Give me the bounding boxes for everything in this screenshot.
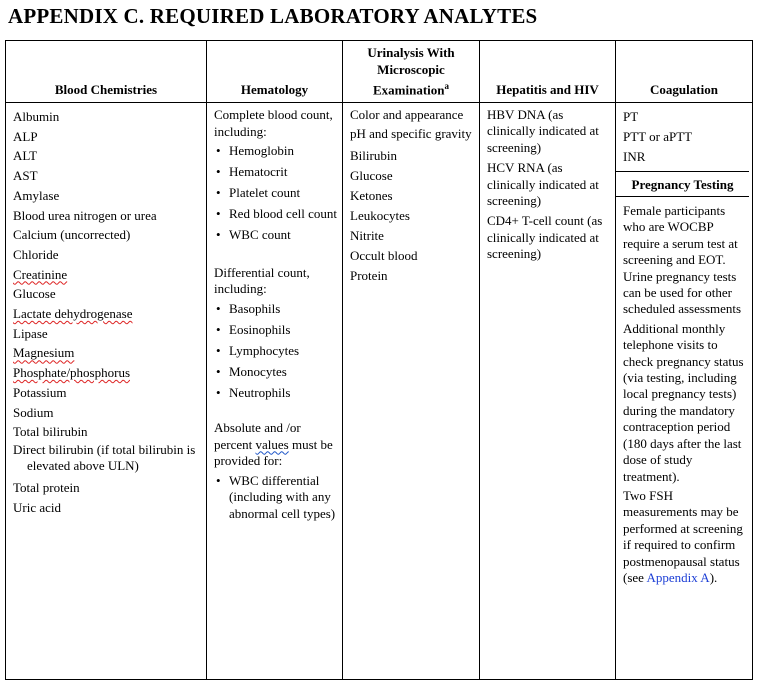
analyte-item: Calcium (uncorrected) — [13, 227, 131, 243]
analyte-item: Albumin — [13, 109, 60, 124]
header-urinalysis — [343, 41, 480, 103]
pregnancy-paragraph — [623, 488, 748, 586]
hepatitis-item: HCV RNA (as clinically indicated at screening) — [487, 160, 599, 209]
hematology-item: • Platelet count — [214, 185, 338, 202]
coagulation-item: INR — [623, 149, 646, 164]
analyte-item: AST — [13, 168, 38, 184]
analyte-item: Total protein — [13, 479, 80, 495]
pregnancy-paragraph-end: ). — [709, 569, 718, 585]
analyte-item: Total bilirubin — [13, 424, 88, 440]
hematology-item: • Red blood cell count — [214, 206, 338, 223]
header-urinalysis-line: Microscopic — [377, 61, 445, 77]
header-hepatitis-hiv: Hepatitis and HIV — [480, 41, 616, 103]
analyte-item: Magnesium — [13, 345, 75, 361]
hematology-item: • WBC count — [214, 227, 338, 244]
absolute-list — [214, 473, 338, 523]
hematology-intro: Complete blood count, including: — [214, 107, 333, 139]
cbc-list — [214, 143, 338, 244]
coagulation-column — [616, 103, 753, 680]
pregnancy-paragraph-text: Two FSH measurements may be performed at screening if required to confirm postmenopausal status (see — [623, 487, 743, 585]
hematology-item: • Monocytes — [214, 364, 338, 381]
analyte-item: Phosphate/phosphorus — [13, 365, 130, 381]
analyte-item: Blood urea nitrogen or urea — [13, 207, 157, 223]
hematology-item: • Hematocrit — [214, 164, 338, 181]
urinalysis-item: Occult blood — [350, 247, 418, 263]
analyte-item: Chloride — [13, 246, 59, 262]
appendix-a-link[interactable]: Appendix A — [646, 569, 710, 585]
analyte-item: Sodium — [13, 404, 54, 420]
urinalysis-item: Nitrite — [350, 227, 384, 243]
pregnancy-paragraph: Additional monthly telephone visits to check pregnancy status (via testing, including local pregnancy tests) during the mandatory contraception period (180 days after the last dose of study treatment). — [623, 320, 744, 484]
hematology-column — [207, 103, 343, 680]
hematology-item: • WBC differential (including with any abnormal cell types) — [214, 473, 338, 523]
hematology-item: • Basophils — [214, 301, 338, 318]
header-urinalysis-line — [345, 78, 477, 98]
urinalysis-item: Bilirubin — [350, 147, 397, 163]
analyte-item: Potassium — [13, 384, 67, 400]
analyte-item: ALT — [13, 148, 38, 164]
analyte-item: Lactate dehydrogenase — [13, 306, 133, 322]
hepatitis-item: CD4+ T-cell count (as clinically indicated at screening) — [487, 213, 603, 262]
analytes-table — [5, 40, 753, 680]
hematology-item: • Hemoglobin — [214, 143, 338, 160]
urinalysis-item: Ketones — [350, 187, 393, 203]
analyte-item: ALP — [13, 128, 38, 144]
hematology-item: • Neutrophils — [214, 385, 338, 402]
analyte-item: Direct bilirubin (if total bilirubin is elevated above ULN) — [13, 441, 196, 474]
analyte-item: Amylase — [13, 187, 60, 203]
analyte-item: Lipase — [13, 325, 48, 341]
hepatitis-item: HBV DNA (as clinically indicated at screening) — [487, 107, 599, 155]
urinalysis-item: Protein — [350, 267, 388, 283]
header-urinalysis-text: Examination — [372, 82, 445, 97]
content-row — [6, 103, 753, 680]
header-coagulation: Coagulation — [616, 41, 753, 103]
blood-chemistries-column — [6, 103, 207, 680]
pregnancy-paragraph: Female participants who are WOCBP require a serum test at screening and EOT. Urine pregnancy tests can be used for other scheduled assessments — [623, 203, 742, 317]
analyte-item: Creatinine — [13, 266, 68, 282]
header-hematology: Hematology — [207, 41, 343, 103]
coagulation-item: PTT or aPTT — [623, 129, 693, 144]
header-blood-chemistries: Blood Chemistries — [6, 41, 207, 103]
urinalysis-column — [343, 103, 480, 680]
footnote-marker: a — [444, 80, 449, 91]
hepatitis-hiv-column — [480, 103, 616, 680]
differential-list — [214, 301, 338, 402]
page-title: APPENDIX C. REQUIRED LABORATORY ANALYTES — [8, 4, 538, 28]
hematology-intro: Absolute and /or percent values must be provided for: — [214, 420, 333, 468]
hematology-intro: Differential count, including: — [214, 264, 310, 296]
header-urinalysis-line: Urinalysis With — [367, 44, 455, 60]
analyte-item: Glucose — [13, 286, 56, 302]
coagulation-item: PT — [623, 109, 639, 124]
hematology-item: • Eosinophils — [214, 322, 338, 339]
urinalysis-item: pH and specific gravity — [350, 126, 472, 142]
hematology-item: • Lymphocytes — [214, 343, 338, 360]
urinalysis-item: Glucose — [350, 167, 393, 183]
pregnancy-testing-heading: Pregnancy Testing — [616, 171, 749, 197]
analyte-item: Uric acid — [13, 499, 62, 515]
urinalysis-item: Leukocytes — [350, 207, 410, 223]
header-row — [6, 41, 753, 103]
urinalysis-item: Color and appearance — [350, 107, 464, 122]
